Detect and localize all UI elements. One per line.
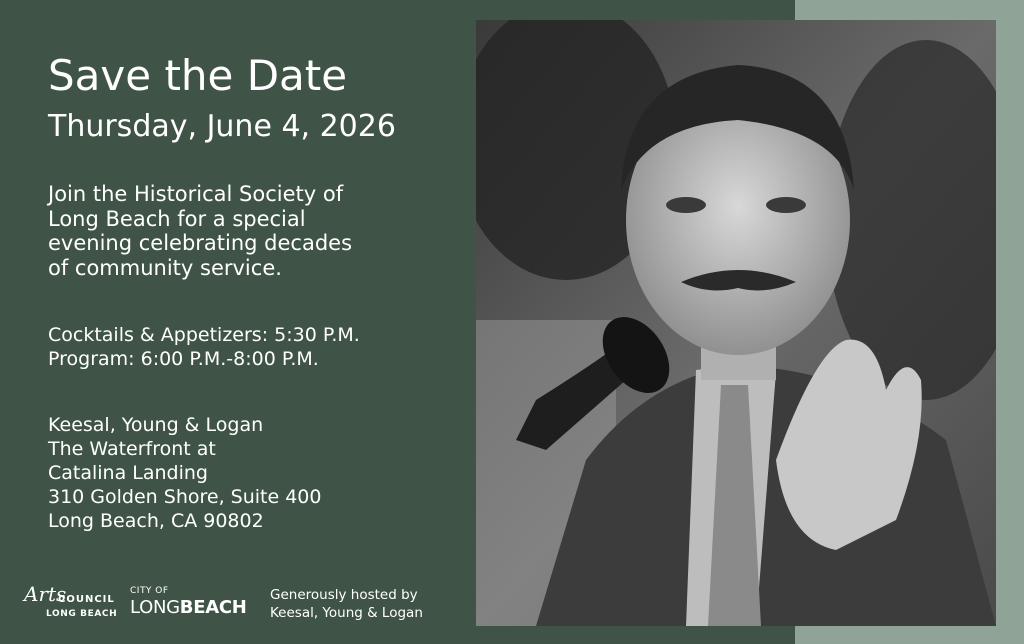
- invitation-line: of community service.: [48, 255, 282, 280]
- speaker-photo: [476, 20, 996, 626]
- invitation-line: Long Beach for a special: [48, 206, 306, 231]
- venue-name: Keesal, Young & Logan: [48, 414, 264, 436]
- speaker-photo-illustration: [476, 20, 996, 626]
- invitation-line: Join the Historical Society of: [48, 182, 344, 206]
- event-date: Thursday, June 4, 2026: [48, 109, 396, 144]
- venue-city: Long Beach, CA 90802: [48, 510, 264, 532]
- city-of-long-beach-logo: CITY OF LONGBEACH: [130, 586, 247, 618]
- venue-address: [48, 413, 448, 533]
- invitation-text: [48, 182, 448, 280]
- footer: [22, 578, 462, 628]
- arts-council-logo: Arts COUNCIL LONG BEACH: [24, 582, 118, 619]
- page-title: Save the Date: [48, 51, 348, 100]
- schedule-cocktails: Cocktails & Appetizers: 5:30 P.M.: [48, 324, 360, 346]
- header: [48, 50, 458, 146]
- venue-line: Catalina Landing: [48, 462, 208, 484]
- invitation-line: evening celebrating decades: [48, 231, 353, 255]
- event-schedule: [48, 323, 448, 371]
- venue-line: The Waterfront at: [48, 438, 216, 460]
- schedule-program: Program: 6:00 P.M.-8:00 P.M.: [48, 348, 319, 370]
- hosted-by: Generously hosted by Keesal, Young & Logan: [270, 587, 423, 621]
- venue-street: 310 Golden Shore, Suite 400: [48, 486, 322, 508]
